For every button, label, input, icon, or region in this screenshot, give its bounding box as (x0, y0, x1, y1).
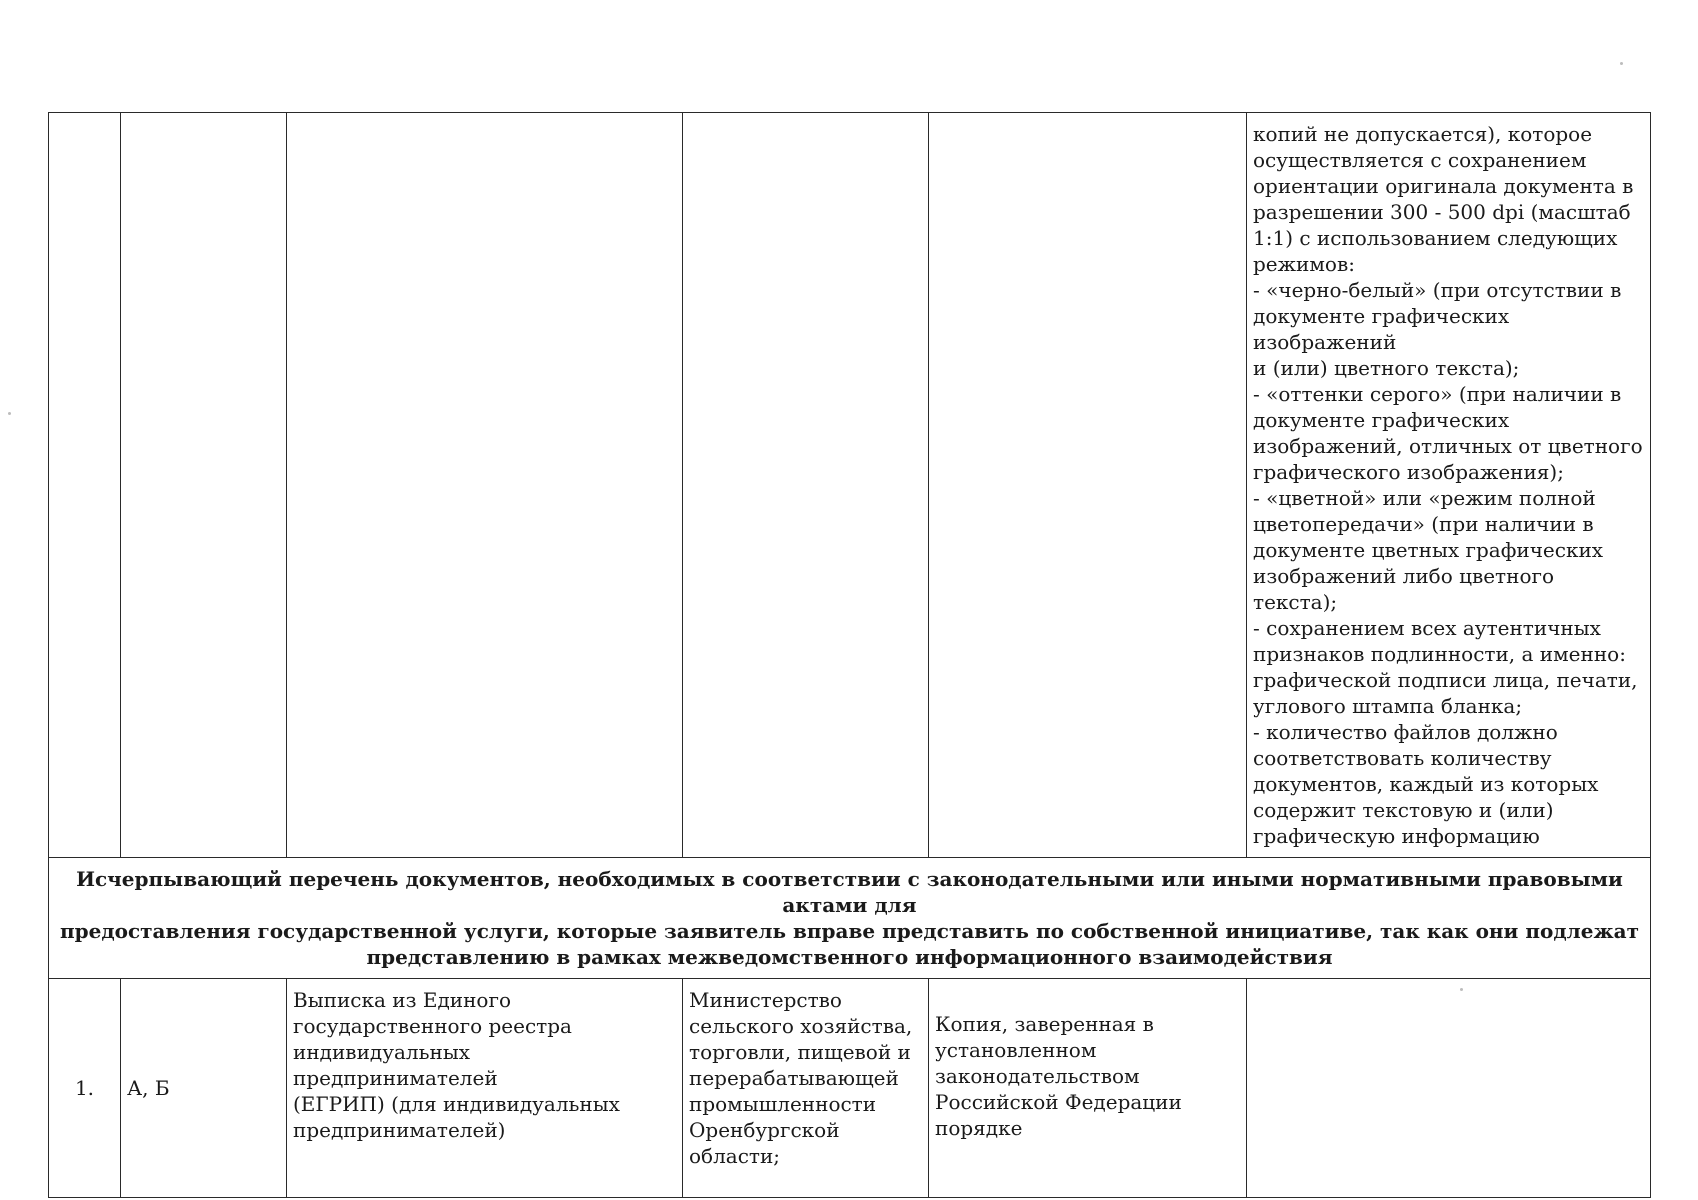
requirements-line: графической подписи лица, печати, (1253, 668, 1638, 692)
document-line: индивидуальных предпринимателей (293, 1040, 498, 1090)
requirements-line: копий не допускается), которое (1253, 122, 1593, 146)
row-document-form (929, 979, 1247, 1198)
authority-line: Оренбургской (689, 1118, 840, 1142)
table-row-continuation (49, 113, 1651, 858)
scan-speck (1460, 988, 1463, 991)
requirements-line: документе графических изображений (1253, 304, 1510, 354)
requirements-line: цветопередачи» (при наличии в (1253, 512, 1594, 536)
requirements-line: документе графических (1253, 408, 1510, 432)
services-documents-table (48, 112, 1651, 1198)
requirements-line: - количество файлов должно (1253, 720, 1558, 744)
requirements-line: содержит текстовую и (или) (1253, 798, 1554, 822)
requirements-line: признаков подлинности, а именно: (1253, 642, 1626, 666)
cell-categories-empty (121, 113, 287, 858)
scan-speck (1620, 62, 1623, 65)
cell-authority-empty (683, 113, 929, 858)
form-line: Копия, заверенная в (935, 1012, 1154, 1036)
row-requirements (1247, 979, 1651, 1198)
cell-document-empty (287, 113, 683, 858)
cell-number-empty (49, 113, 121, 858)
authority-line: Министерство (689, 988, 842, 1012)
document-line: государственного реестра (293, 1014, 572, 1038)
requirements-line: и (или) цветного текста); (1253, 356, 1520, 380)
requirements-line: изображений, отличных от цветного (1253, 434, 1643, 458)
form-line: установленном (935, 1038, 1097, 1062)
requirements-text (1253, 121, 1644, 849)
requirements-line: - «черно-белый» (при отсутствии в (1253, 278, 1622, 302)
document-line: предпринимателей) (293, 1118, 506, 1142)
form-line: порядке (935, 1116, 1023, 1140)
section-heading-cell (49, 858, 1651, 979)
section-heading-line-3: представлению в рамках межведомственного информационного взаимодействия (366, 945, 1333, 969)
section-heading-row (49, 858, 1651, 979)
authority-line: промышленности (689, 1092, 877, 1116)
cell-requirements-continued (1247, 113, 1651, 858)
scan-speck (8, 412, 11, 415)
form-line: законодательством (935, 1064, 1140, 1088)
authority-line: области; (689, 1144, 781, 1168)
requirements-line: 1:1) с использованием следующих (1253, 226, 1618, 250)
requirements-line: ориентации оригинала документа в (1253, 174, 1634, 198)
authority-line: сельского хозяйства, (689, 1014, 913, 1038)
section-heading-line-2: предоставления государственной услуги, которые заявитель вправе представить по собственной инициативе, так как они подлежат (59, 919, 1640, 943)
requirements-line: - «оттенки серого» (при наличии в (1253, 382, 1622, 406)
cell-form-empty (929, 113, 1247, 858)
requirements-line: документов, каждый из которых (1253, 772, 1599, 796)
requirements-line: - «цветной» или «режим полной (1253, 486, 1596, 510)
form-line: Российской Федерации (935, 1090, 1182, 1114)
authority-line: торговли, пищевой и (689, 1040, 911, 1064)
document-line: Выписка из Единого (293, 988, 511, 1012)
requirements-line: разрешении 300 - 500 dpi (масштаб (1253, 200, 1631, 224)
requirements-line: - сохранением всех аутентичных (1253, 616, 1601, 640)
requirements-line: графическую информацию (1253, 824, 1540, 848)
section-heading-line-1: Исчерпывающий перечень документов, необходимых в соответствии с законодательными или иными нормативными правовыми актами для (76, 867, 1623, 917)
authority-line: перерабатывающей (689, 1066, 899, 1090)
requirements-line: режимов: (1253, 252, 1355, 276)
requirements-line: изображений либо цветного текста); (1253, 564, 1555, 614)
row-categories: А, Б (121, 979, 287, 1198)
row-authority (683, 979, 929, 1198)
requirements-line: осуществляется с сохранением (1253, 148, 1587, 172)
requirements-line: углового штампа бланка; (1253, 694, 1523, 718)
requirements-line: документе цветных графических (1253, 538, 1604, 562)
table-row (49, 979, 1651, 1198)
row-document-name (287, 979, 683, 1198)
requirements-line: соответствовать количеству (1253, 746, 1552, 770)
requirements-line: графического изображения); (1253, 460, 1564, 484)
document-line: (ЕГРИП) (для индивидуальных (293, 1092, 620, 1116)
row-number: 1. (49, 979, 121, 1198)
